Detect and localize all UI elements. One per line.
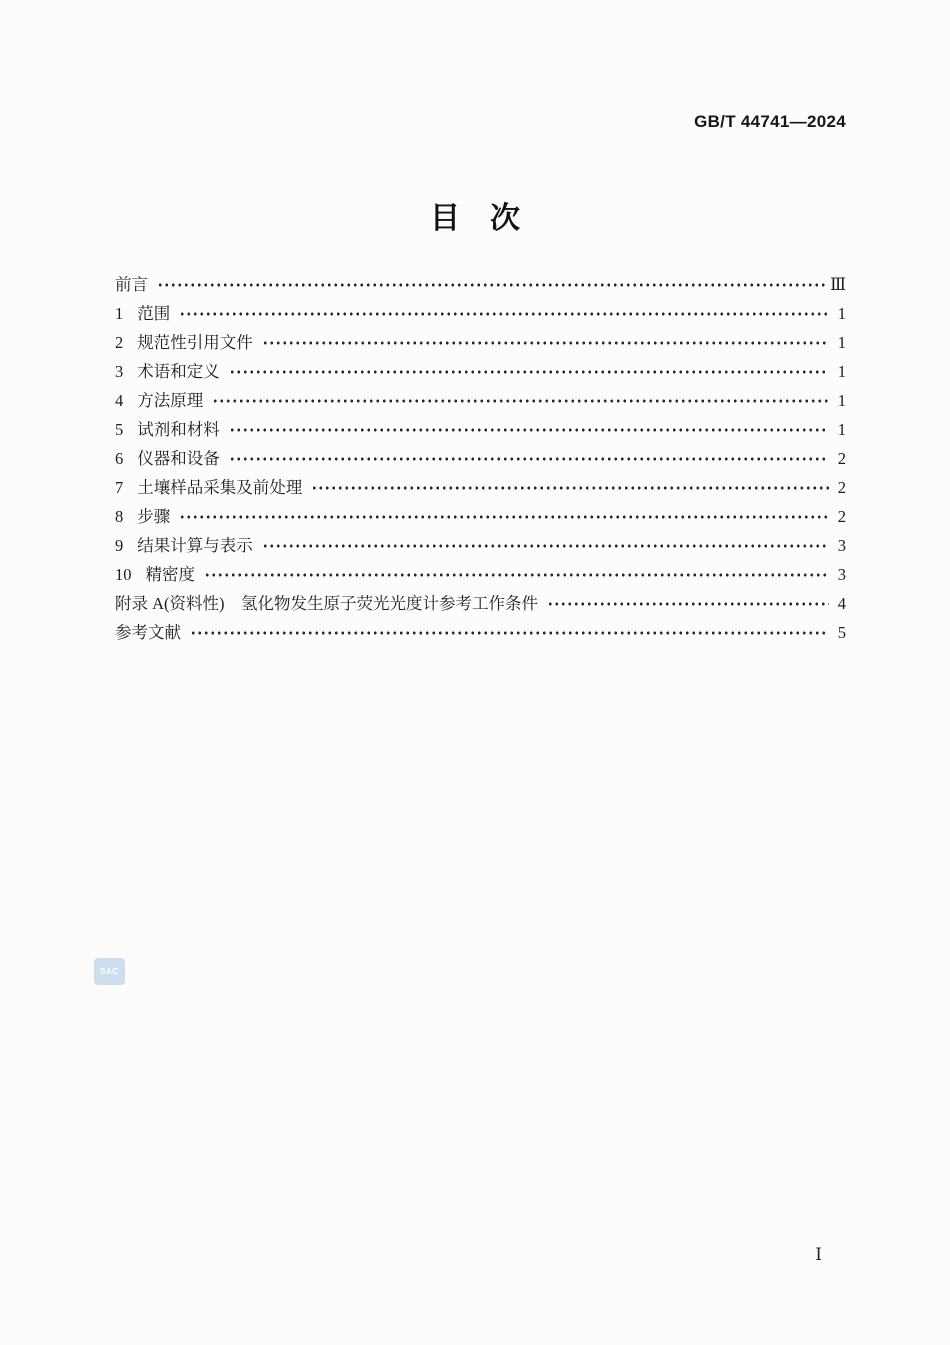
toc-entry-title: 参考文献 bbox=[115, 623, 181, 642]
toc-entry-number: 4 bbox=[115, 391, 124, 410]
toc-entry-page: 3 bbox=[837, 536, 846, 555]
page-title: 目 次 bbox=[430, 202, 520, 235]
toc-entry-number: 7 bbox=[115, 478, 124, 497]
toc-entry-page: 3 bbox=[837, 565, 846, 584]
toc-entry-title: 方法原理 bbox=[137, 391, 204, 410]
toc-dot-leader bbox=[190, 627, 829, 638]
toc-entry-number: 8 bbox=[115, 507, 124, 526]
toc-entry-number: 1 bbox=[115, 304, 124, 323]
toc-dot-leader bbox=[179, 308, 829, 319]
toc-dot-leader bbox=[311, 482, 829, 493]
toc-dot-leader bbox=[262, 337, 829, 348]
toc-dot-leader bbox=[212, 395, 829, 406]
toc-entry-title: 结果计算与表示 bbox=[137, 536, 253, 555]
toc-dot-leader bbox=[204, 569, 829, 580]
toc-entry-title: 精密度 bbox=[145, 565, 195, 584]
sac-watermark-logo bbox=[94, 958, 125, 985]
toc-entry-number: 9 bbox=[115, 536, 124, 555]
document-header bbox=[694, 112, 846, 132]
toc-dot-leader bbox=[157, 279, 825, 290]
toc-entry bbox=[115, 474, 846, 503]
page-number: Ⅰ bbox=[815, 1245, 822, 1264]
toc-entry-page: 1 bbox=[837, 391, 846, 410]
toc-entry-number: 2 bbox=[115, 333, 124, 352]
toc-entry bbox=[115, 271, 846, 300]
toc-entry-title: 附录 A(资料性) 氢化物发生原子荧光光度计参考工作条件 bbox=[115, 594, 539, 613]
toc-dot-leader bbox=[229, 366, 829, 377]
toc-entry bbox=[115, 300, 846, 329]
toc-entry bbox=[115, 619, 846, 648]
table-of-contents bbox=[115, 271, 846, 648]
toc-dot-leader bbox=[229, 424, 829, 435]
toc-entry-page: Ⅲ bbox=[830, 275, 846, 294]
toc-entry-title: 术语和定义 bbox=[137, 362, 220, 381]
toc-dot-leader bbox=[229, 453, 829, 464]
toc-entry bbox=[115, 590, 846, 619]
toc-entry-title: 仪器和设备 bbox=[137, 449, 220, 468]
toc-entry-title: 前言 bbox=[115, 275, 148, 294]
toc-dot-leader bbox=[262, 540, 829, 551]
toc-entry-page: 5 bbox=[837, 623, 846, 642]
toc-entry bbox=[115, 387, 846, 416]
toc-entry bbox=[115, 532, 846, 561]
toc-entry-title: 土壤样品采集及前处理 bbox=[137, 478, 303, 497]
standard-number: GB/T 44741—2024 bbox=[694, 112, 846, 131]
toc-entry-number: 10 bbox=[115, 565, 132, 584]
toc-entry bbox=[115, 416, 846, 445]
toc-entry-title: 步骤 bbox=[137, 507, 171, 526]
toc-entry-page: 1 bbox=[837, 420, 846, 439]
toc-entry-page: 2 bbox=[837, 449, 846, 468]
sac-watermark-text: SAC bbox=[100, 967, 119, 976]
toc-entry-number: 3 bbox=[115, 362, 124, 381]
toc-entry bbox=[115, 561, 846, 590]
toc-dot-leader bbox=[179, 511, 829, 522]
toc-dot-leader bbox=[547, 598, 829, 609]
toc-entry-number: 5 bbox=[115, 420, 124, 439]
toc-entry-page: 2 bbox=[837, 507, 846, 526]
toc-entry-page: 1 bbox=[837, 304, 846, 323]
toc-entry bbox=[115, 329, 846, 358]
toc-entry bbox=[115, 503, 846, 532]
toc-entry-title: 试剂和材料 bbox=[137, 420, 220, 439]
toc-entry-page: 1 bbox=[837, 362, 846, 381]
toc-entry-page: 2 bbox=[837, 478, 846, 497]
toc-entry-page: 4 bbox=[837, 594, 846, 613]
toc-entry-page: 1 bbox=[837, 333, 846, 352]
toc-entry bbox=[115, 358, 846, 387]
toc-entry-number: 6 bbox=[115, 449, 124, 468]
toc-entry-title: 规范性引用文件 bbox=[137, 333, 253, 352]
toc-entry bbox=[115, 445, 846, 474]
toc-entry-title: 范围 bbox=[137, 304, 171, 323]
